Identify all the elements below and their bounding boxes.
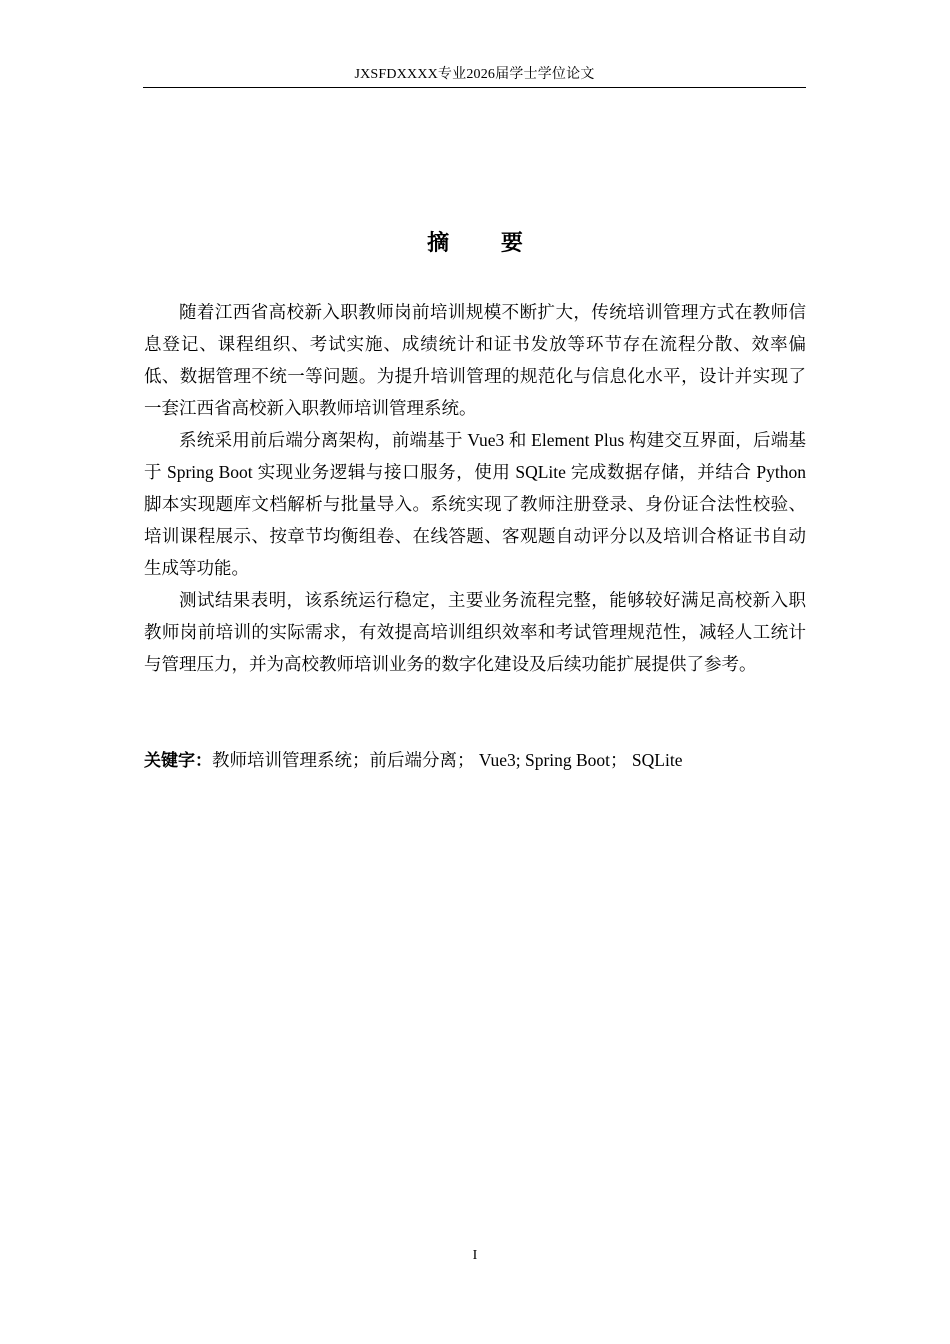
abstract-body (144, 296, 806, 680)
keywords-line (144, 744, 806, 777)
header-rule (143, 87, 806, 88)
abstract-title: 摘 要 (427, 231, 545, 256)
running-header: JXSFDXXXX专业2026届学士学位论文 (354, 67, 595, 82)
abstract-paragraph-2: 系统采用前后端分离架构，前端基于 Vue3 和 Element Plus 构建交互界面，后端基于 Spring Boot 实现业务逻辑与接口服务，使用 SQLite 完成数据存储，并结合 Python 脚本实现题库文档解析与批量导入。系统实现了教师注册登录、身份证合法性校验、培训课程展示、按章节均衡组卷、在线答题、客观题自动评分以及培训合格证书自动生成等功能。 (144, 430, 806, 578)
abstract-paragraph-3: 测试结果表明，该系统运行稳定，主要业务流程完整，能够较好满足高校新入职教师岗前培训的实际需求，有效提高培训组织效率和考试管理规范性，减轻人工统计与管理压力，并为高校教师培训业务的数字化建设及后续功能扩展提供了参考。 (144, 590, 806, 674)
keywords-text: 教师培训管理系统；前后端分离； Vue3; Spring Boot； SQLite (212, 750, 683, 770)
abstract-paragraph-1: 随着江西省高校新入职教师岗前培训规模不断扩大，传统培训管理方式在教师信息登记、课程组织、考试实施、成绩统计和证书发放等环节存在流程分散、效率偏低、数据管理不统一等问题。为提升培训管理的规范化与信息化水平，设计并实现了一套江西省高校新入职教师培训管理系统。 (144, 302, 806, 418)
page-number: I (472, 1248, 478, 1263)
keywords-label: 关键字： (144, 751, 212, 771)
